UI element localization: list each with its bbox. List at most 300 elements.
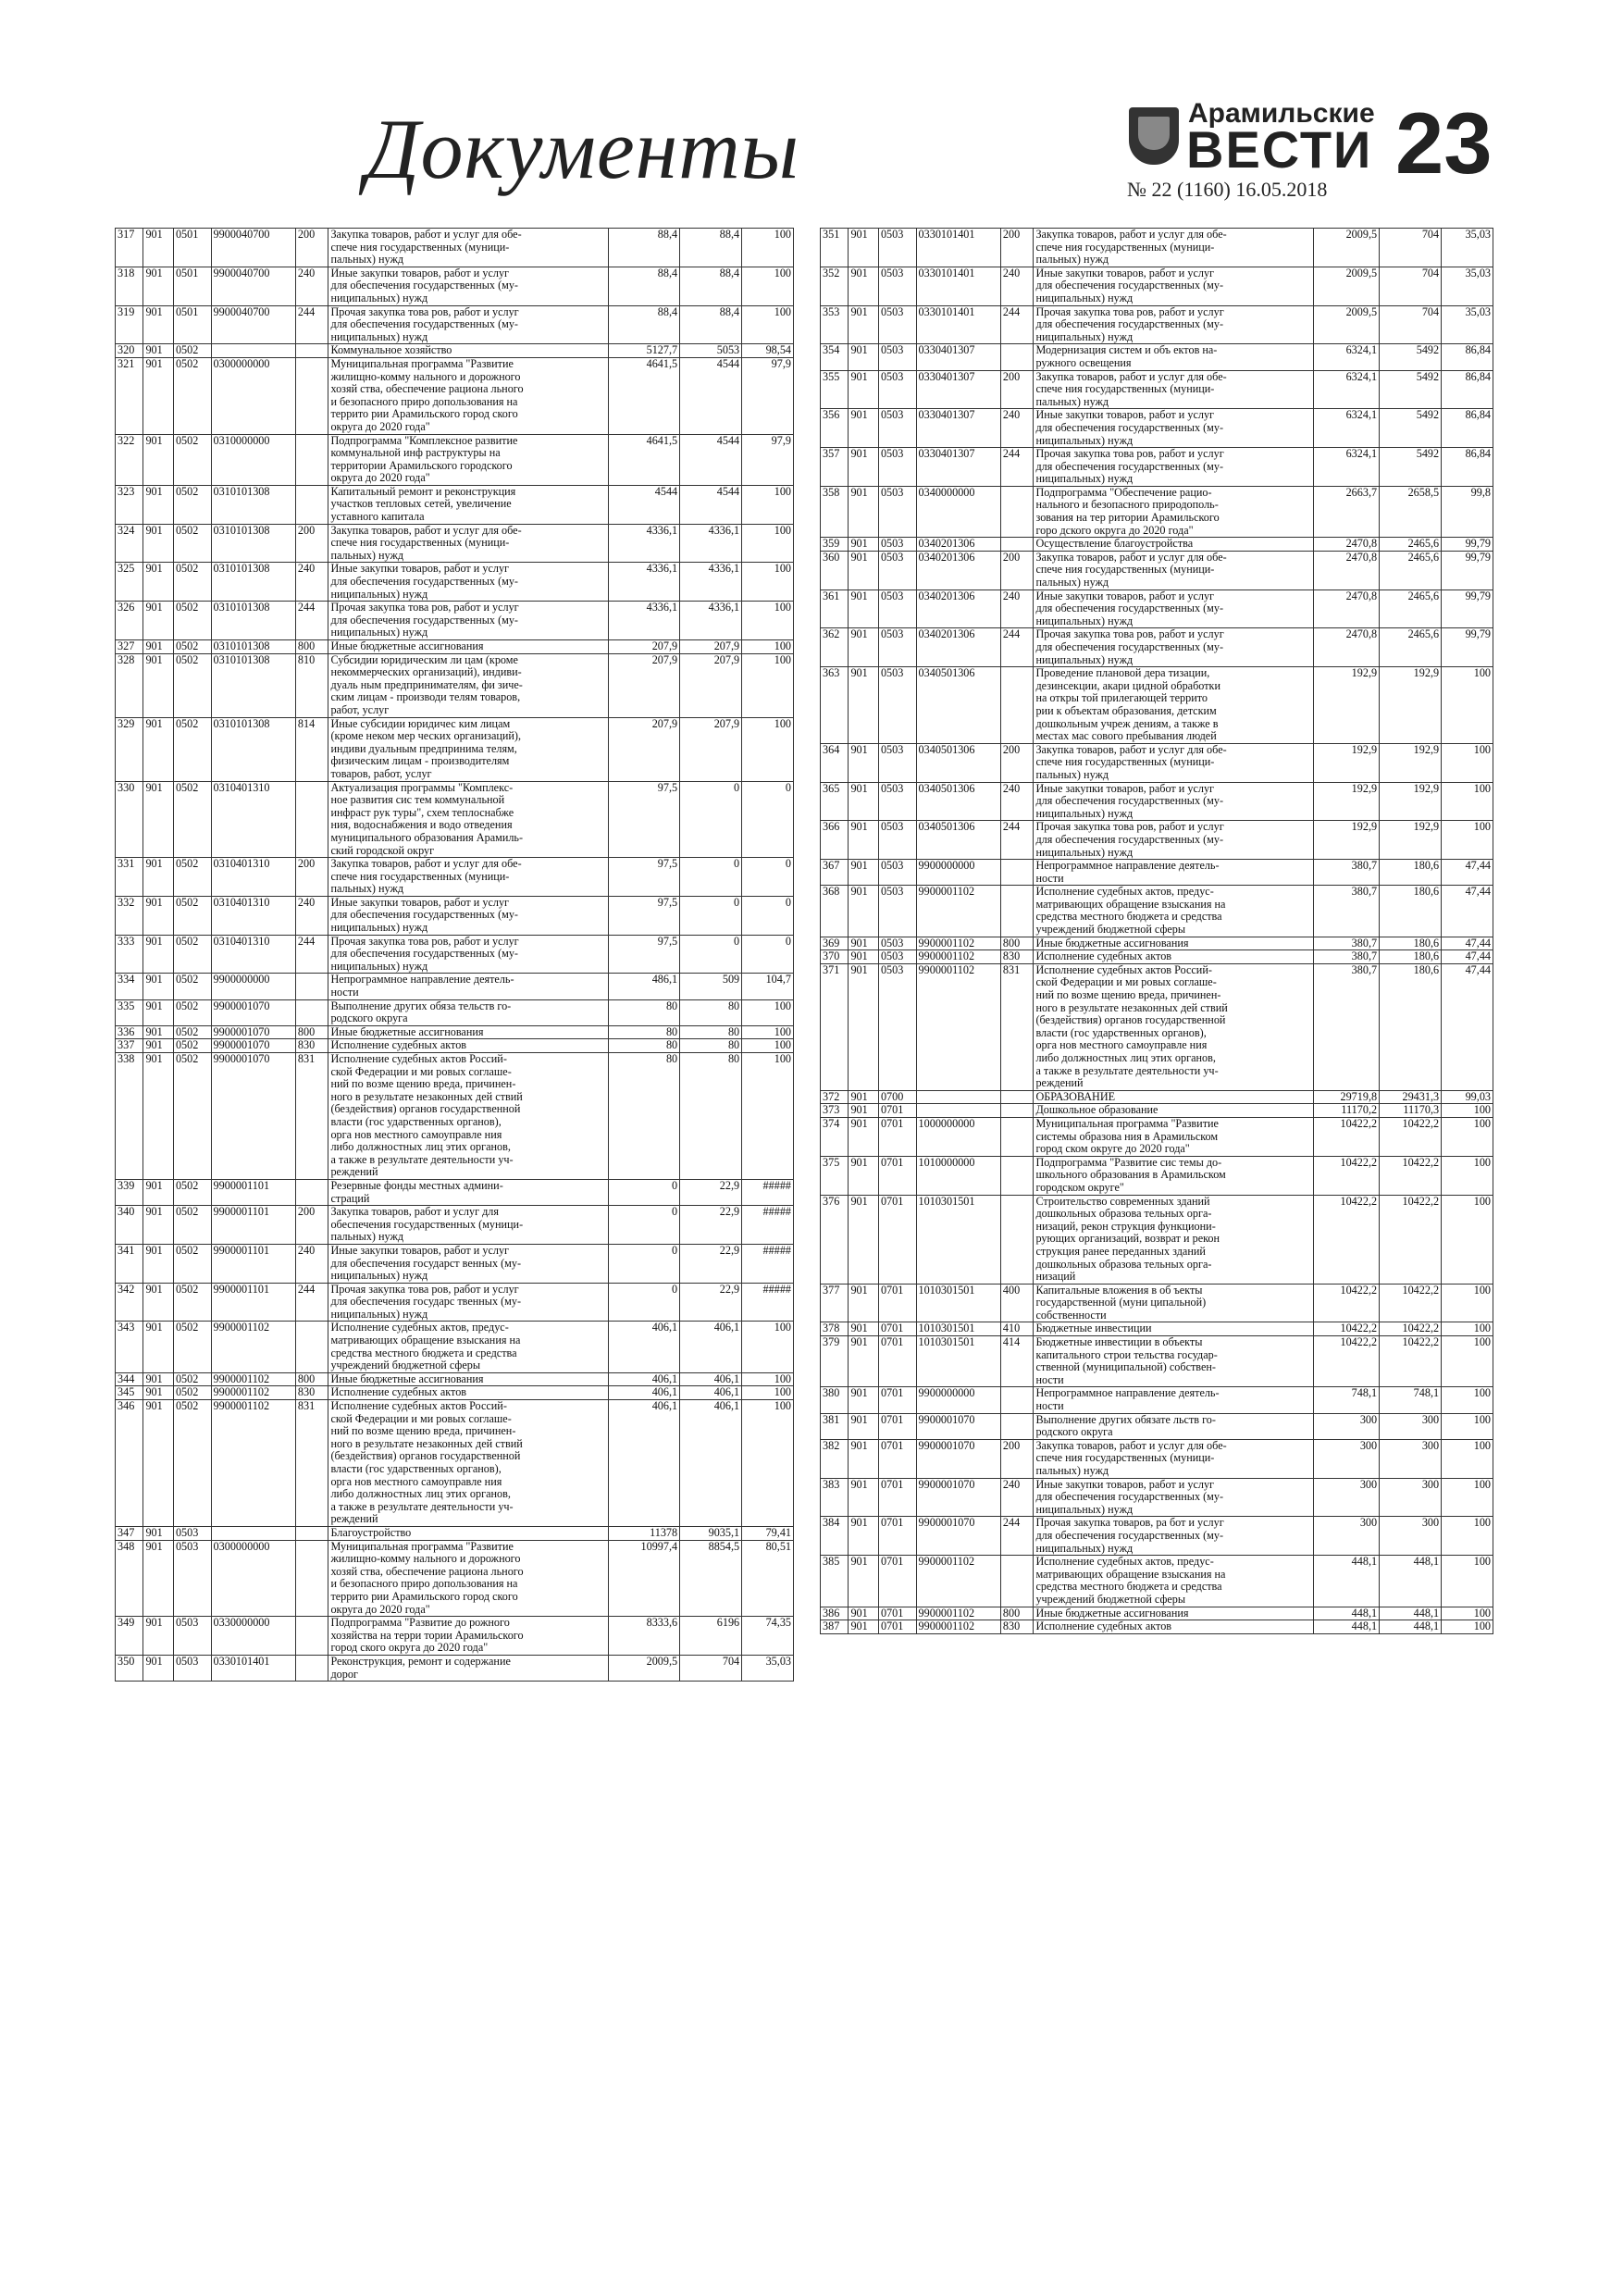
expense-type <box>1000 667 1034 744</box>
admin-code: 901 <box>849 1156 878 1195</box>
table-row <box>821 305 1493 344</box>
target-code: 0340501306 <box>916 743 1000 782</box>
admin-code: 901 <box>849 538 878 552</box>
row-number: 364 <box>821 743 849 782</box>
planned-amount: 300 <box>1314 1439 1380 1478</box>
target-code: 0310401310 <box>211 858 295 897</box>
actual-amount: 192,9 <box>1380 782 1442 821</box>
expense-type <box>295 357 328 434</box>
target-code: 0310101308 <box>211 717 295 781</box>
execution-percent: 99,79 <box>1442 628 1493 667</box>
target-code: 0300000000 <box>211 1540 295 1617</box>
execution-percent: 99,79 <box>1442 538 1493 552</box>
planned-amount: 192,9 <box>1314 782 1380 821</box>
section-code: 0502 <box>173 999 211 1025</box>
execution-percent: 100 <box>1442 782 1493 821</box>
row-number: 370 <box>821 950 849 964</box>
execution-percent: ##### <box>742 1244 794 1283</box>
target-code: 9900040700 <box>211 229 295 267</box>
target-code: 9900001102 <box>211 1322 295 1372</box>
admin-code: 901 <box>143 1386 173 1400</box>
target-code: 0340000000 <box>916 486 1000 537</box>
section-code: 0502 <box>173 1039 211 1053</box>
expense-type: 800 <box>295 640 328 654</box>
execution-percent: ##### <box>742 1283 794 1322</box>
execution-percent: 100 <box>1442 1478 1493 1517</box>
admin-code: 901 <box>143 434 173 485</box>
planned-amount: 406,1 <box>608 1386 679 1400</box>
admin-code: 901 <box>849 448 878 487</box>
row-number: 378 <box>821 1322 849 1336</box>
table-row <box>821 1620 1493 1634</box>
target-code: 9900001102 <box>211 1400 295 1527</box>
item-description: Непрограммное направление деятель- ности <box>1034 1387 1314 1413</box>
expense-type <box>295 1322 328 1372</box>
item-description: Иные закупки товаров, работ и услуг для обеспечения государст венных (му- ниципальных) нужд <box>328 1244 609 1283</box>
planned-amount: 6324,1 <box>1314 448 1380 487</box>
expense-type: 414 <box>1000 1336 1034 1387</box>
item-description: Выполнение других обяза тельств го- родского округа <box>328 999 609 1025</box>
section-code: 0503 <box>878 344 916 370</box>
expense-type <box>1000 1090 1034 1104</box>
section-code: 0503 <box>878 963 916 1090</box>
target-code: 0330401307 <box>916 409 1000 448</box>
admin-code: 901 <box>849 1104 878 1118</box>
target-code: 0340201306 <box>916 551 1000 590</box>
item-description: Прочая закупка това ров, работ и услуг для обеспечения государственных (му- ниципальных) нужд <box>1034 821 1314 860</box>
execution-percent: 100 <box>742 1039 794 1053</box>
execution-percent: 74,35 <box>742 1617 794 1656</box>
row-number: 319 <box>116 305 143 344</box>
row-number: 369 <box>821 937 849 950</box>
actual-amount: 88,4 <box>680 267 742 305</box>
table-row <box>116 1039 794 1053</box>
section-code: 0503 <box>878 486 916 537</box>
expense-type: 244 <box>1000 1517 1034 1556</box>
expense-type: 240 <box>295 1244 328 1283</box>
section-code: 0501 <box>173 267 211 305</box>
expense-type: 244 <box>1000 628 1034 667</box>
execution-percent: 0 <box>742 858 794 897</box>
target-code: 9900001101 <box>211 1244 295 1283</box>
expense-type: 800 <box>295 1372 328 1386</box>
actual-amount: 6196 <box>680 1617 742 1656</box>
admin-code: 901 <box>849 486 878 537</box>
actual-amount: 80 <box>680 1025 742 1039</box>
actual-amount: 10422,2 <box>1380 1322 1442 1336</box>
actual-amount: 22,9 <box>680 1283 742 1322</box>
target-code: 9900001102 <box>916 963 1000 1090</box>
admin-code: 901 <box>143 1025 173 1039</box>
execution-percent: 100 <box>1442 743 1493 782</box>
execution-percent: 100 <box>742 653 794 717</box>
section-code: 0502 <box>173 1372 211 1386</box>
table-row <box>821 1104 1493 1118</box>
expense-type: 830 <box>295 1386 328 1400</box>
issue-info: № 22 (1160) 16.05.2018 <box>1127 178 1328 201</box>
item-description: Коммунальное хозяйство <box>328 344 609 358</box>
target-code: 9900001102 <box>916 937 1000 950</box>
execution-percent: 100 <box>1442 1195 1493 1284</box>
admin-code: 901 <box>143 485 173 524</box>
section-code: 0701 <box>878 1104 916 1118</box>
actual-amount: 180,6 <box>1380 937 1442 950</box>
execution-percent: 100 <box>742 1372 794 1386</box>
admin-code: 901 <box>849 370 878 409</box>
planned-amount: 4544 <box>608 485 679 524</box>
expense-type: 240 <box>295 267 328 305</box>
actual-amount: 22,9 <box>680 1206 742 1245</box>
actual-amount: 88,4 <box>680 305 742 344</box>
execution-percent: 0 <box>742 935 794 974</box>
execution-percent: 35,03 <box>1442 229 1493 267</box>
row-number: 358 <box>821 486 849 537</box>
target-code: 0310101308 <box>211 524 295 563</box>
planned-amount: 406,1 <box>608 1322 679 1372</box>
item-description: Прочая закупка товаров, ра бот и услуг для обеспечения государственных (му- ниципальных) нужд <box>1034 1517 1314 1556</box>
planned-amount: 10422,2 <box>1314 1156 1380 1195</box>
actual-amount: 10422,2 <box>1380 1117 1442 1156</box>
expense-type: 831 <box>1000 963 1034 1090</box>
expense-type: 244 <box>295 305 328 344</box>
table-row <box>116 1206 794 1245</box>
expense-type <box>295 344 328 358</box>
table-row <box>821 1387 1493 1413</box>
execution-percent: 100 <box>742 1322 794 1372</box>
expense-type: 244 <box>1000 821 1034 860</box>
section-code: 0701 <box>878 1156 916 1195</box>
expense-type: 200 <box>1000 1439 1034 1478</box>
expense-type <box>295 1655 328 1681</box>
row-number: 354 <box>821 344 849 370</box>
item-description: Подпрограмма "Комплексное развитие коммунальной инф раструктуры на территории Арамильского городского округа до 2020 года" <box>328 434 609 485</box>
planned-amount: 192,9 <box>1314 821 1380 860</box>
execution-percent: 86,84 <box>1442 370 1493 409</box>
target-code: 0310401310 <box>211 935 295 974</box>
row-number: 337 <box>116 1039 143 1053</box>
row-number: 373 <box>821 1104 849 1118</box>
row-number: 325 <box>116 563 143 602</box>
row-number: 351 <box>821 229 849 267</box>
row-number: 332 <box>116 896 143 935</box>
actual-amount: 704 <box>1380 267 1442 305</box>
admin-code: 901 <box>143 1322 173 1372</box>
target-code: 0330401307 <box>916 344 1000 370</box>
section-code: 0502 <box>173 653 211 717</box>
actual-amount: 22,9 <box>680 1179 742 1205</box>
table-row <box>821 448 1493 487</box>
table-row <box>821 590 1493 628</box>
planned-amount: 88,4 <box>608 305 679 344</box>
actual-amount: 207,9 <box>680 653 742 717</box>
planned-amount: 2663,7 <box>1314 486 1380 537</box>
item-description: Муниципальная программа "Развитие системы образова ния в Арамильском город ском округе до 2020 года" <box>1034 1117 1314 1156</box>
admin-code: 901 <box>849 1607 878 1620</box>
admin-code: 901 <box>143 357 173 434</box>
item-description: Капитальный ремонт и реконструкция участков тепловых сетей, увеличение уставного капитала <box>328 485 609 524</box>
actual-amount: 509 <box>680 974 742 999</box>
row-number: 329 <box>116 717 143 781</box>
section-title: Документы <box>365 102 800 196</box>
row-number: 343 <box>116 1322 143 1372</box>
table-row <box>116 434 794 485</box>
item-description: Актуализация программы "Комплекс- ное развития сис тем коммунальной инфраст рук туры", схем теплоснабже ния, водоснабжения и водо отведения муниципального образования Арамиль- ский городской округ <box>328 781 609 858</box>
table-row <box>116 781 794 858</box>
admin-code: 901 <box>849 937 878 950</box>
actual-amount: 4544 <box>680 357 742 434</box>
target-code <box>916 1090 1000 1104</box>
row-number: 347 <box>116 1526 143 1540</box>
target-code: 0310101308 <box>211 563 295 602</box>
actual-amount: 8854,5 <box>680 1540 742 1617</box>
execution-percent: 97,9 <box>742 434 794 485</box>
planned-amount: 300 <box>1314 1478 1380 1517</box>
planned-amount: 88,4 <box>608 267 679 305</box>
planned-amount: 4336,1 <box>608 563 679 602</box>
expense-type: 830 <box>1000 1620 1034 1634</box>
table-row <box>116 1526 794 1540</box>
admin-code: 901 <box>143 305 173 344</box>
section-code: 0503 <box>878 538 916 552</box>
item-description: ОБРАЗОВАНИЕ <box>1034 1090 1314 1104</box>
actual-amount: 29431,3 <box>1380 1090 1442 1104</box>
actual-amount: 5492 <box>1380 448 1442 487</box>
admin-code: 901 <box>143 1617 173 1656</box>
admin-code: 901 <box>849 963 878 1090</box>
section-code: 0503 <box>878 628 916 667</box>
item-description: Иные закупки товаров, работ и услуг для обеспечения государственных (му- ниципальных) нужд <box>1034 267 1314 305</box>
planned-amount: 10422,2 <box>1314 1284 1380 1322</box>
target-code: 0310101308 <box>211 485 295 524</box>
table-row <box>116 935 794 974</box>
row-number: 361 <box>821 590 849 628</box>
row-number: 348 <box>116 1540 143 1617</box>
execution-percent: 100 <box>1442 1620 1493 1634</box>
execution-percent: 100 <box>742 485 794 524</box>
planned-amount: 80 <box>608 1039 679 1053</box>
execution-percent: 100 <box>742 524 794 563</box>
section-code: 0503 <box>878 370 916 409</box>
target-code: 9900001070 <box>211 1053 295 1180</box>
item-description: Закупка товаров, работ и услуг для обе- спече ния государственных (муници- пальных) нужд <box>1034 229 1314 267</box>
execution-percent: 100 <box>1442 1387 1493 1413</box>
target-code: 9900000000 <box>211 974 295 999</box>
actual-amount: 448,1 <box>1380 1607 1442 1620</box>
target-code: 9900001101 <box>211 1283 295 1322</box>
expense-type: 240 <box>1000 267 1034 305</box>
actual-amount: 5492 <box>1380 344 1442 370</box>
table-row <box>821 1607 1493 1620</box>
target-code: 0340201306 <box>916 538 1000 552</box>
actual-amount: 80 <box>680 1053 742 1180</box>
planned-amount: 6324,1 <box>1314 344 1380 370</box>
section-code: 0503 <box>878 267 916 305</box>
execution-percent: ##### <box>742 1179 794 1205</box>
page-header <box>0 0 1623 222</box>
expense-type: 200 <box>295 1206 328 1245</box>
expense-type: 800 <box>1000 937 1034 950</box>
row-number: 324 <box>116 524 143 563</box>
expense-type: 810 <box>295 653 328 717</box>
expense-type <box>1000 1556 1034 1607</box>
section-code: 0502 <box>173 717 211 781</box>
section-code: 0502 <box>173 858 211 897</box>
planned-amount: 406,1 <box>608 1400 679 1527</box>
actual-amount: 192,9 <box>1380 667 1442 744</box>
row-number: 357 <box>821 448 849 487</box>
admin-code: 901 <box>849 628 878 667</box>
planned-amount: 29719,8 <box>1314 1090 1380 1104</box>
execution-percent: 100 <box>1442 821 1493 860</box>
row-number: 382 <box>821 1439 849 1478</box>
expense-type <box>1000 1104 1034 1118</box>
admin-code: 901 <box>849 1387 878 1413</box>
item-description: Закупка товаров, работ и услуг для обе- спече ния государственных (муници- пальных) нужд <box>328 229 609 267</box>
admin-code: 901 <box>143 858 173 897</box>
admin-code: 901 <box>849 1620 878 1634</box>
section-code: 0502 <box>173 1386 211 1400</box>
table-row <box>116 896 794 935</box>
execution-percent: 100 <box>742 267 794 305</box>
execution-percent: 100 <box>742 1400 794 1527</box>
execution-percent: 97,9 <box>742 357 794 434</box>
expense-type: 814 <box>295 717 328 781</box>
execution-percent: 47,44 <box>1442 860 1493 886</box>
section-code: 0503 <box>878 448 916 487</box>
expense-type <box>295 999 328 1025</box>
admin-code: 901 <box>143 640 173 654</box>
expense-type: 830 <box>1000 950 1034 964</box>
table-row <box>116 524 794 563</box>
expense-type: 244 <box>295 935 328 974</box>
admin-code: 901 <box>849 305 878 344</box>
section-code: 0502 <box>173 1025 211 1039</box>
target-code: 1010301501 <box>916 1322 1000 1336</box>
target-code: 9900001102 <box>916 950 1000 964</box>
expense-type <box>295 434 328 485</box>
item-description: Закупка товаров, работ и услуг для обе- спече ния государственных (муници- пальных) нужд <box>1034 743 1314 782</box>
admin-code: 901 <box>143 717 173 781</box>
row-number: 365 <box>821 782 849 821</box>
admin-code: 901 <box>143 653 173 717</box>
admin-code: 901 <box>143 1039 173 1053</box>
planned-amount: 380,7 <box>1314 886 1380 937</box>
item-description: Прочая закупка това ров, работ и услуг для обеспечения государственных (му- ниципальных) нужд <box>1034 448 1314 487</box>
row-number: 362 <box>821 628 849 667</box>
table-row <box>821 370 1493 409</box>
section-code: 0501 <box>173 305 211 344</box>
admin-code: 901 <box>143 267 173 305</box>
item-description: Иные закупки товаров, работ и услуг для обеспечения государственных (му- ниципальных) нужд <box>328 267 609 305</box>
admin-code: 901 <box>143 1400 173 1527</box>
actual-amount: 406,1 <box>680 1386 742 1400</box>
actual-amount: 2658,5 <box>1380 486 1442 537</box>
target-code: 9900001102 <box>211 1372 295 1386</box>
target-code: 1010301501 <box>916 1284 1000 1322</box>
actual-amount: 406,1 <box>680 1322 742 1372</box>
row-number: 374 <box>821 1117 849 1156</box>
execution-percent: 100 <box>742 305 794 344</box>
execution-percent: 100 <box>1442 1517 1493 1556</box>
planned-amount: 192,9 <box>1314 743 1380 782</box>
target-code: 0310000000 <box>211 434 295 485</box>
admin-code: 901 <box>143 344 173 358</box>
target-code: 9900001070 <box>916 1517 1000 1556</box>
target-code: 0340201306 <box>916 590 1000 628</box>
row-number: 359 <box>821 538 849 552</box>
execution-percent: 100 <box>1442 1322 1493 1336</box>
planned-amount: 300 <box>1314 1413 1380 1439</box>
admin-code: 901 <box>849 1195 878 1284</box>
section-code: 0701 <box>878 1387 916 1413</box>
newspaper-logo <box>1129 98 1375 179</box>
admin-code: 901 <box>143 999 173 1025</box>
section-code: 0503 <box>878 409 916 448</box>
actual-amount: 2465,6 <box>1380 538 1442 552</box>
target-code: 9900000000 <box>916 860 1000 886</box>
expense-type: 240 <box>1000 590 1034 628</box>
admin-code: 901 <box>143 781 173 858</box>
section-code: 0701 <box>878 1413 916 1439</box>
item-description: Модернизация систем и объ ектов на- ружного освещения <box>1034 344 1314 370</box>
execution-percent: 100 <box>1442 1439 1493 1478</box>
row-number: 377 <box>821 1284 849 1322</box>
section-code: 0503 <box>878 551 916 590</box>
admin-code: 901 <box>849 1336 878 1387</box>
section-code: 0502 <box>173 1244 211 1283</box>
planned-amount: 6324,1 <box>1314 370 1380 409</box>
execution-percent: 100 <box>1442 667 1493 744</box>
execution-percent: 100 <box>1442 1413 1493 1439</box>
actual-amount: 704 <box>1380 229 1442 267</box>
item-description: Осуществление благоустройства <box>1034 538 1314 552</box>
execution-percent: 99,03 <box>1442 1090 1493 1104</box>
table-row <box>821 1195 1493 1284</box>
section-code: 0502 <box>173 1400 211 1527</box>
expense-type: 244 <box>1000 305 1034 344</box>
actual-amount: 10422,2 <box>1380 1195 1442 1284</box>
execution-percent: 100 <box>742 717 794 781</box>
expense-type <box>1000 1156 1034 1195</box>
expense-type <box>1000 886 1034 937</box>
expense-type <box>1000 486 1034 537</box>
table-row <box>821 782 1493 821</box>
target-code: 1010301501 <box>916 1336 1000 1387</box>
table-row <box>116 1025 794 1039</box>
expense-type: 200 <box>1000 370 1034 409</box>
item-description: Непрограммное направление деятель- ности <box>328 974 609 999</box>
row-number: 331 <box>116 858 143 897</box>
table-row <box>116 999 794 1025</box>
item-description: Закупка товаров, работ и услуг для обе- спече ния государственных (муници- пальных) нужд <box>1034 551 1314 590</box>
expense-type <box>1000 538 1034 552</box>
target-code: 0340501306 <box>916 667 1000 744</box>
item-description: Проведение плановой дера тизации, дезинсекции, акари цидной обработки на откры той прилегающей террито рии к объектам образования, детским дошкольным учреж дениям, а также в местах мас сового пребывания людей <box>1034 667 1314 744</box>
item-description: Прочая закупка това ров, работ и услуг для обеспечения государственных (му- ниципальных) нужд <box>328 935 609 974</box>
expense-type <box>1000 1195 1034 1284</box>
planned-amount: 10422,2 <box>1314 1117 1380 1156</box>
row-number: 360 <box>821 551 849 590</box>
planned-amount: 4336,1 <box>608 602 679 640</box>
planned-amount: 2470,8 <box>1314 628 1380 667</box>
execution-percent: 100 <box>1442 1336 1493 1387</box>
admin-code: 901 <box>143 1540 173 1617</box>
item-description: Исполнение судебных актов, предус- матривающих обращение взыскания на средства местного бюджета и средства учреждений бюджетной сферы <box>1034 1556 1314 1607</box>
item-description: Закупка товаров, работ и услуг для обе- спече ния государственных (муници- пальных) нужд <box>1034 1439 1314 1478</box>
table-row <box>116 1179 794 1205</box>
section-code: 0502 <box>173 1053 211 1180</box>
item-description: Бюджетные инвестиции в объекты капитального строи тельства государ- ственной (муниципальной) собствен- ности <box>1034 1336 1314 1387</box>
